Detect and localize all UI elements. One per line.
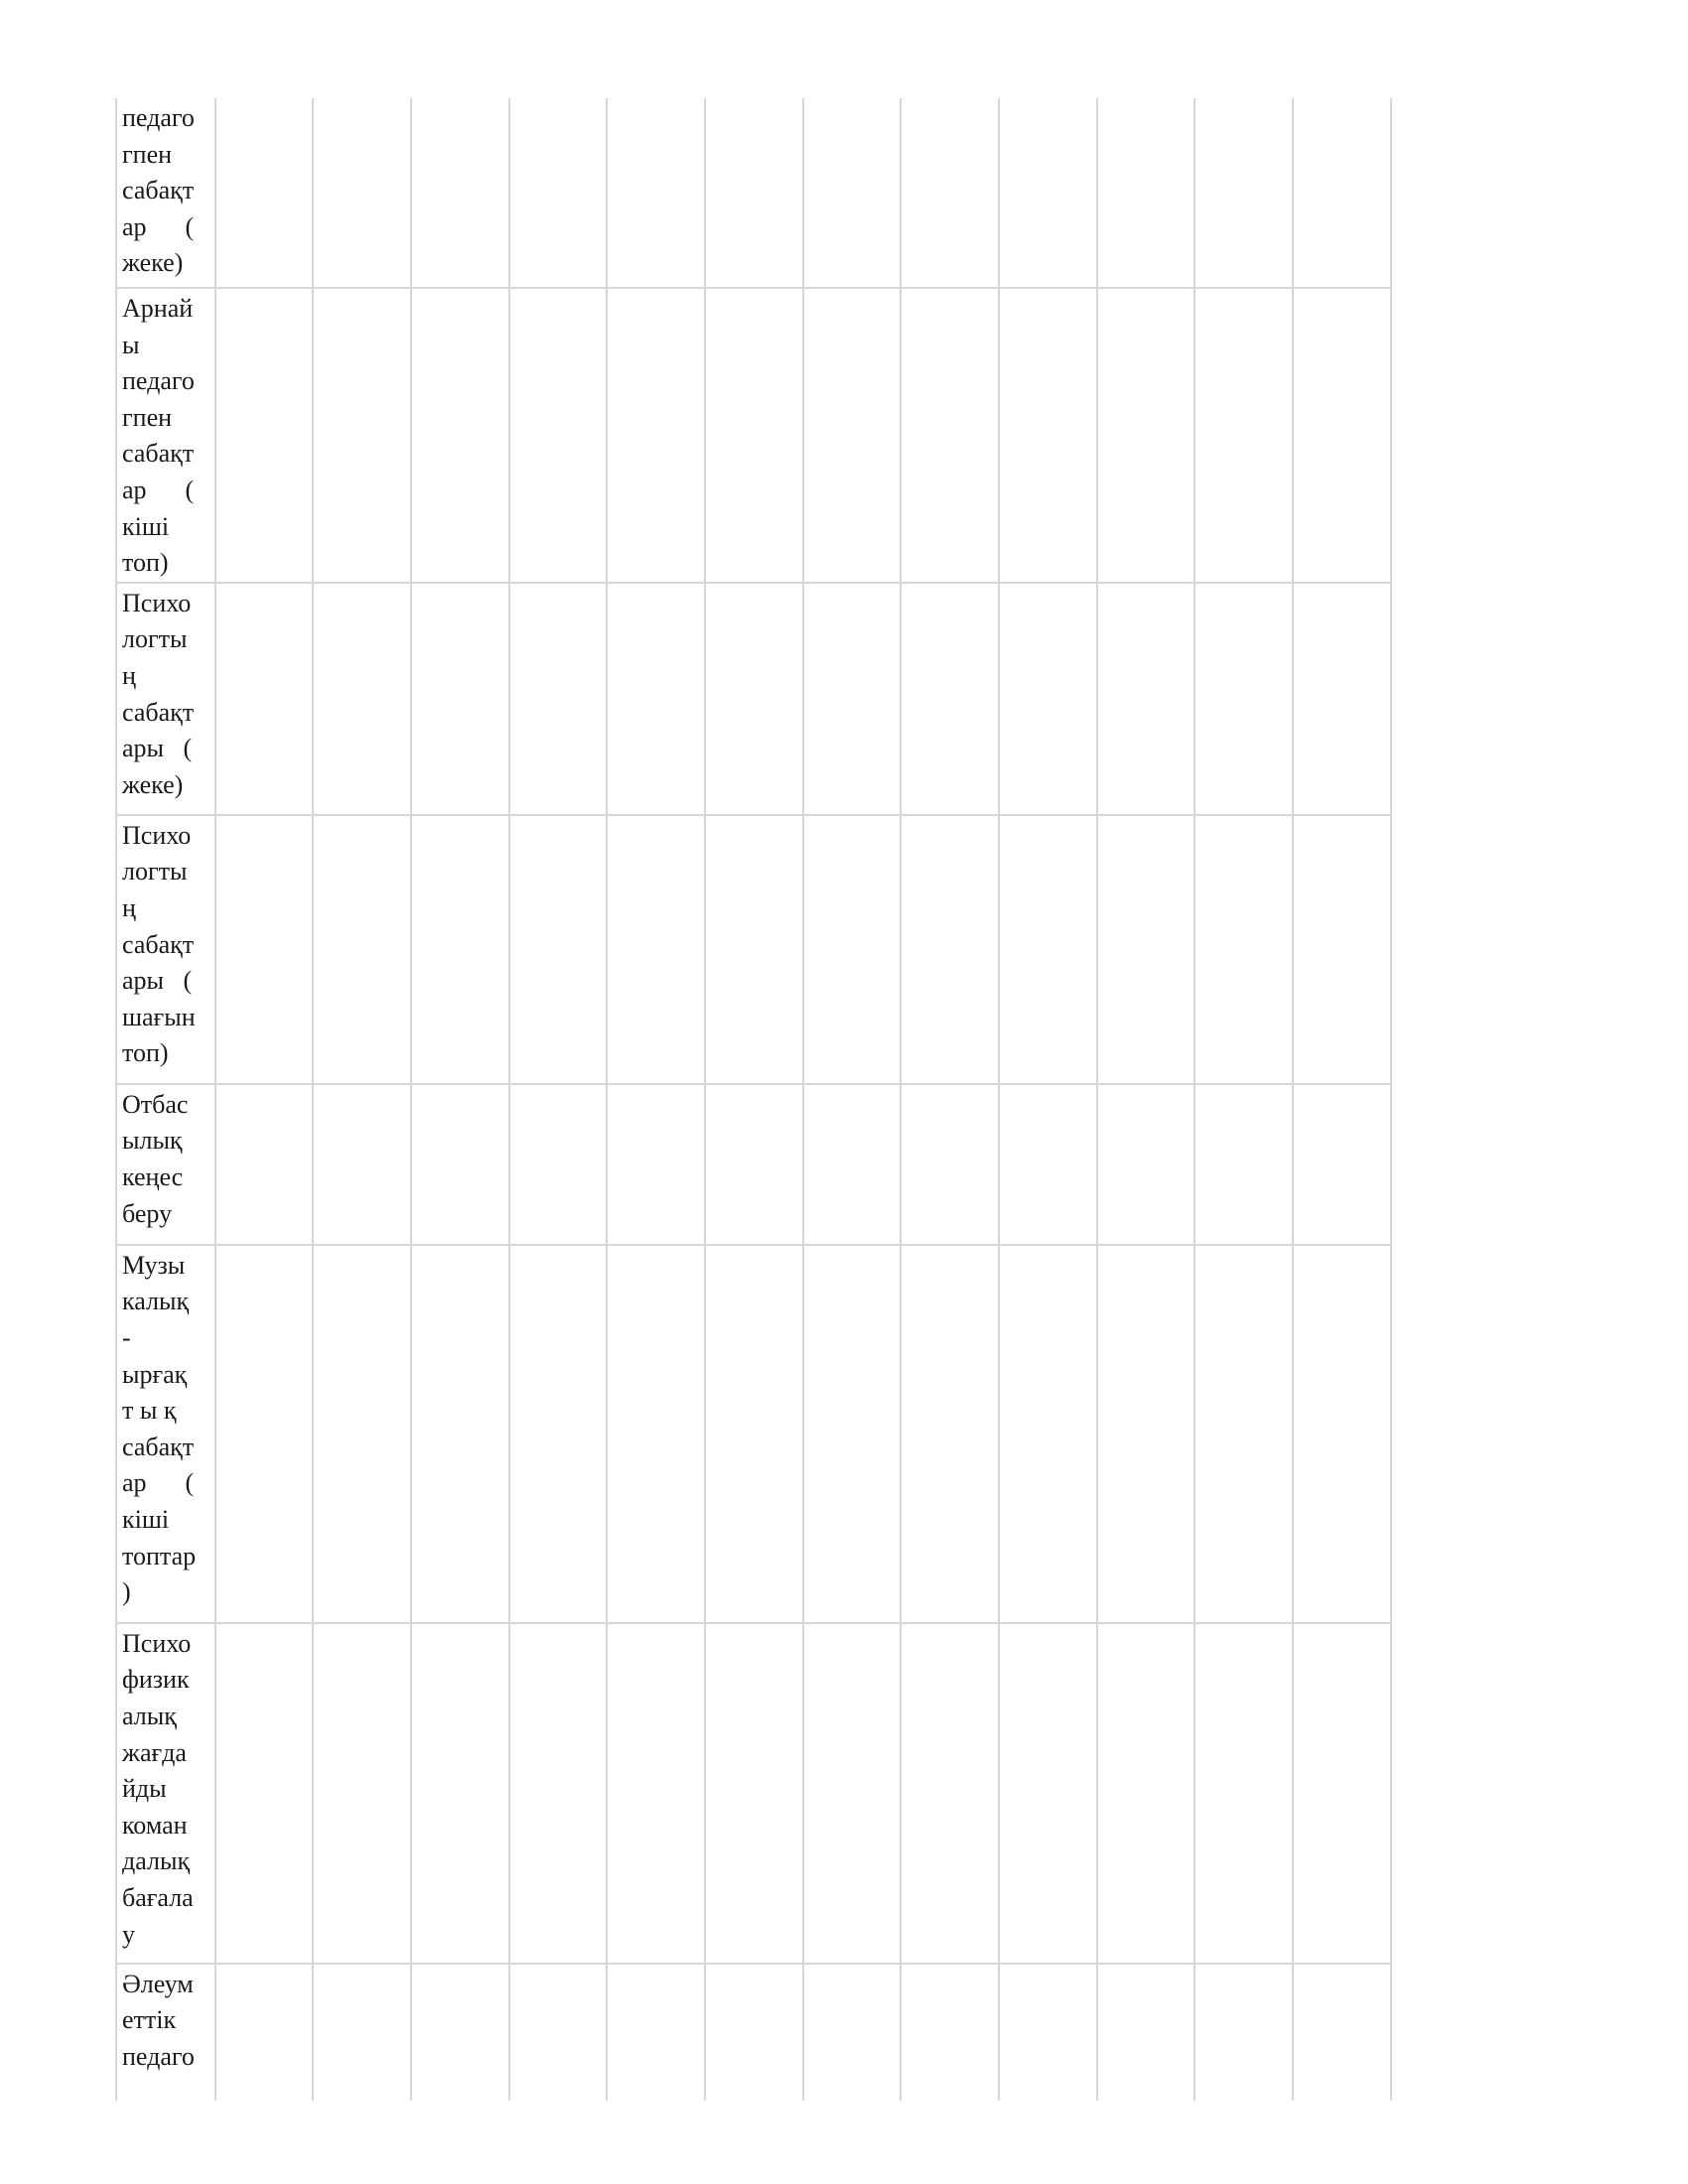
empty-cell[interactable]	[215, 815, 314, 1084]
row-label-line: кіші	[122, 1504, 170, 1534]
row-label-cell	[116, 1623, 215, 1964]
row-label-line: жағда	[122, 1737, 187, 1767]
row-label-line: ар (	[122, 1468, 195, 1498]
empty-cell[interactable]	[1195, 1084, 1293, 1245]
row-label-line: логты	[122, 857, 188, 887]
empty-cell[interactable]	[1195, 288, 1293, 583]
empty-cell[interactable]	[1097, 288, 1196, 583]
empty-cell[interactable]	[411, 1964, 509, 2101]
row-label-line: Психо	[122, 1628, 192, 1658]
row-label-line: педаго	[122, 2041, 195, 2071]
empty-cell[interactable]	[411, 1245, 509, 1623]
row-label-line: сабақт	[122, 697, 195, 727]
empty-cell[interactable]	[803, 98, 902, 288]
empty-cell[interactable]	[803, 1964, 902, 2101]
empty-cell[interactable]	[705, 288, 803, 583]
row-label-line: педаго	[122, 366, 195, 396]
row-label-line: сабақт	[122, 439, 195, 469]
row-label-line: )	[122, 1577, 131, 1607]
row-label-line: ырғақ	[122, 1359, 188, 1389]
row-label-line: далық	[122, 1846, 191, 1876]
empty-cell[interactable]	[411, 1084, 509, 1245]
empty-cell[interactable]	[705, 1084, 803, 1245]
empty-cell[interactable]	[607, 815, 705, 1084]
empty-cell[interactable]	[509, 1964, 608, 2101]
empty-cell[interactable]	[1195, 815, 1293, 1084]
empty-cell[interactable]	[313, 1084, 411, 1245]
empty-cell[interactable]	[1195, 1623, 1293, 1964]
empty-cell[interactable]	[705, 1245, 803, 1623]
row-label-line: Музы	[122, 1250, 186, 1280]
row-label-line: ң	[122, 660, 136, 690]
row-label-line: гпен	[122, 139, 173, 169]
empty-cell[interactable]	[215, 1623, 314, 1964]
row-label-cell	[116, 1084, 215, 1245]
row-label-line: кеңес	[122, 1161, 184, 1191]
empty-cell[interactable]	[901, 1245, 999, 1623]
row-label-line: жеке)	[122, 769, 184, 799]
empty-cell[interactable]	[313, 815, 411, 1084]
table-row	[116, 1623, 1391, 1964]
empty-cell[interactable]	[411, 98, 509, 288]
row-label-line: еттік	[122, 2005, 177, 2035]
empty-cell[interactable]	[509, 1245, 608, 1623]
empty-cell[interactable]	[901, 1964, 999, 2101]
empty-cell[interactable]	[803, 1623, 902, 1964]
empty-cell[interactable]	[999, 288, 1097, 583]
empty-cell[interactable]	[215, 98, 314, 288]
row-label-line: коман	[122, 1810, 188, 1840]
empty-cell[interactable]	[509, 583, 608, 815]
row-label-line: логты	[122, 624, 188, 654]
table-row	[116, 288, 1391, 583]
row-label-cell	[116, 815, 215, 1084]
schedule-table	[115, 98, 1392, 2101]
empty-cell[interactable]	[1293, 583, 1391, 815]
empty-cell[interactable]	[999, 1623, 1097, 1964]
empty-cell[interactable]	[999, 1964, 1097, 2101]
empty-cell[interactable]	[1097, 98, 1196, 288]
empty-cell[interactable]	[1097, 815, 1196, 1084]
row-label-line: ң	[122, 892, 136, 922]
empty-cell[interactable]	[1097, 1964, 1196, 2101]
row-label-cell	[116, 288, 215, 583]
row-label-line: ар (	[122, 475, 195, 504]
empty-cell[interactable]	[1097, 583, 1196, 815]
empty-cell[interactable]	[803, 583, 902, 815]
row-label-line: жеке)	[122, 248, 184, 278]
empty-cell[interactable]	[215, 1084, 314, 1245]
empty-cell[interactable]	[1293, 1245, 1391, 1623]
empty-cell[interactable]	[705, 583, 803, 815]
row-label-line: Арнай	[122, 294, 194, 323]
empty-cell[interactable]	[313, 583, 411, 815]
row-label-line: ар (	[122, 211, 195, 241]
table-row	[116, 1964, 1391, 2101]
empty-cell[interactable]	[901, 98, 999, 288]
empty-cell[interactable]	[999, 1245, 1097, 1623]
empty-cell[interactable]	[411, 815, 509, 1084]
empty-cell[interactable]	[509, 815, 608, 1084]
row-label-line: ары (	[122, 966, 193, 996]
row-label-cell	[116, 583, 215, 815]
row-label-line: физик	[122, 1665, 190, 1695]
empty-cell[interactable]	[607, 1245, 705, 1623]
row-label-line: педаго	[122, 103, 195, 132]
empty-cell[interactable]	[607, 98, 705, 288]
row-label-line: Психо	[122, 820, 192, 850]
row-label-line: -	[122, 1322, 131, 1352]
table-row	[116, 1084, 1391, 1245]
empty-cell[interactable]	[215, 1964, 314, 2101]
empty-cell[interactable]	[999, 98, 1097, 288]
empty-cell[interactable]	[411, 1623, 509, 1964]
row-label-line: топтар	[122, 1541, 197, 1570]
empty-cell[interactable]	[999, 1084, 1097, 1245]
table-body	[116, 98, 1391, 2101]
row-label-line: кіші	[122, 511, 170, 541]
table-row	[116, 98, 1391, 288]
empty-cell[interactable]	[901, 1084, 999, 1245]
empty-cell[interactable]	[607, 1623, 705, 1964]
row-label-line: сабақт	[122, 929, 195, 959]
empty-cell[interactable]	[1293, 1084, 1391, 1245]
empty-cell[interactable]	[1293, 288, 1391, 583]
empty-cell[interactable]	[705, 98, 803, 288]
empty-cell[interactable]	[509, 98, 608, 288]
row-label-line: топ)	[122, 548, 169, 578]
row-label-cell	[116, 1245, 215, 1623]
row-label-line: сабақт	[122, 176, 195, 205]
empty-cell[interactable]	[509, 1623, 608, 1964]
empty-cell[interactable]	[1097, 1623, 1196, 1964]
empty-cell[interactable]	[215, 583, 314, 815]
empty-cell[interactable]	[313, 98, 411, 288]
row-label-line: у	[122, 1919, 135, 1949]
row-label-line: алық	[122, 1701, 177, 1730]
empty-cell[interactable]	[705, 1623, 803, 1964]
row-label-line: ары (	[122, 734, 193, 763]
empty-cell[interactable]	[509, 288, 608, 583]
empty-cell[interactable]	[509, 1084, 608, 1245]
empty-cell[interactable]	[607, 1084, 705, 1245]
empty-cell[interactable]	[803, 815, 902, 1084]
row-label-line: гпен	[122, 402, 173, 432]
row-label-cell	[116, 98, 215, 288]
empty-cell[interactable]	[607, 1964, 705, 2101]
empty-cell[interactable]	[1195, 1964, 1293, 2101]
empty-cell[interactable]	[313, 1964, 411, 2101]
empty-cell[interactable]	[705, 1964, 803, 2101]
row-label-line: Отбас	[122, 1089, 189, 1119]
empty-cell[interactable]	[1195, 583, 1293, 815]
empty-cell[interactable]	[705, 815, 803, 1084]
empty-cell[interactable]	[607, 583, 705, 815]
empty-cell[interactable]	[803, 1245, 902, 1623]
table-row	[116, 583, 1391, 815]
empty-cell[interactable]	[901, 583, 999, 815]
empty-cell[interactable]	[1293, 815, 1391, 1084]
row-label-line: т ы қ	[122, 1396, 177, 1426]
table-row	[116, 815, 1391, 1084]
row-label-line: сабақт	[122, 1432, 195, 1461]
empty-cell[interactable]	[1293, 98, 1391, 288]
row-label-line: бағала	[122, 1882, 194, 1912]
row-label-line: топ)	[122, 1038, 169, 1068]
empty-cell[interactable]	[313, 1623, 411, 1964]
empty-cell[interactable]	[1097, 1245, 1196, 1623]
empty-cell[interactable]	[1195, 98, 1293, 288]
empty-cell[interactable]	[901, 288, 999, 583]
row-label-line: ылық	[122, 1126, 183, 1156]
empty-cell[interactable]	[411, 288, 509, 583]
empty-cell[interactable]	[1195, 1245, 1293, 1623]
empty-cell[interactable]	[803, 1084, 902, 1245]
empty-cell[interactable]	[215, 288, 314, 583]
empty-cell[interactable]	[313, 1245, 411, 1623]
row-label-line: ы	[122, 330, 140, 359]
row-label-line: Әлеум	[122, 1969, 194, 1998]
empty-cell[interactable]	[215, 1245, 314, 1623]
row-label-line: калық	[122, 1287, 190, 1316]
table-row	[116, 1245, 1391, 1623]
empty-cell[interactable]	[999, 815, 1097, 1084]
empty-cell[interactable]	[607, 288, 705, 583]
empty-cell[interactable]	[803, 288, 902, 583]
empty-cell[interactable]	[901, 815, 999, 1084]
empty-cell[interactable]	[1293, 1964, 1391, 2101]
row-label-line: беру	[122, 1198, 173, 1228]
empty-cell[interactable]	[1293, 1623, 1391, 1964]
row-label-cell	[116, 1964, 215, 2101]
row-label-line: йды	[122, 1774, 167, 1804]
row-label-line: Психо	[122, 588, 192, 617]
empty-cell[interactable]	[1097, 1084, 1196, 1245]
row-label-line: шағын	[122, 1002, 196, 1031]
empty-cell[interactable]	[313, 288, 411, 583]
empty-cell[interactable]	[901, 1623, 999, 1964]
empty-cell[interactable]	[411, 583, 509, 815]
empty-cell[interactable]	[999, 583, 1097, 815]
